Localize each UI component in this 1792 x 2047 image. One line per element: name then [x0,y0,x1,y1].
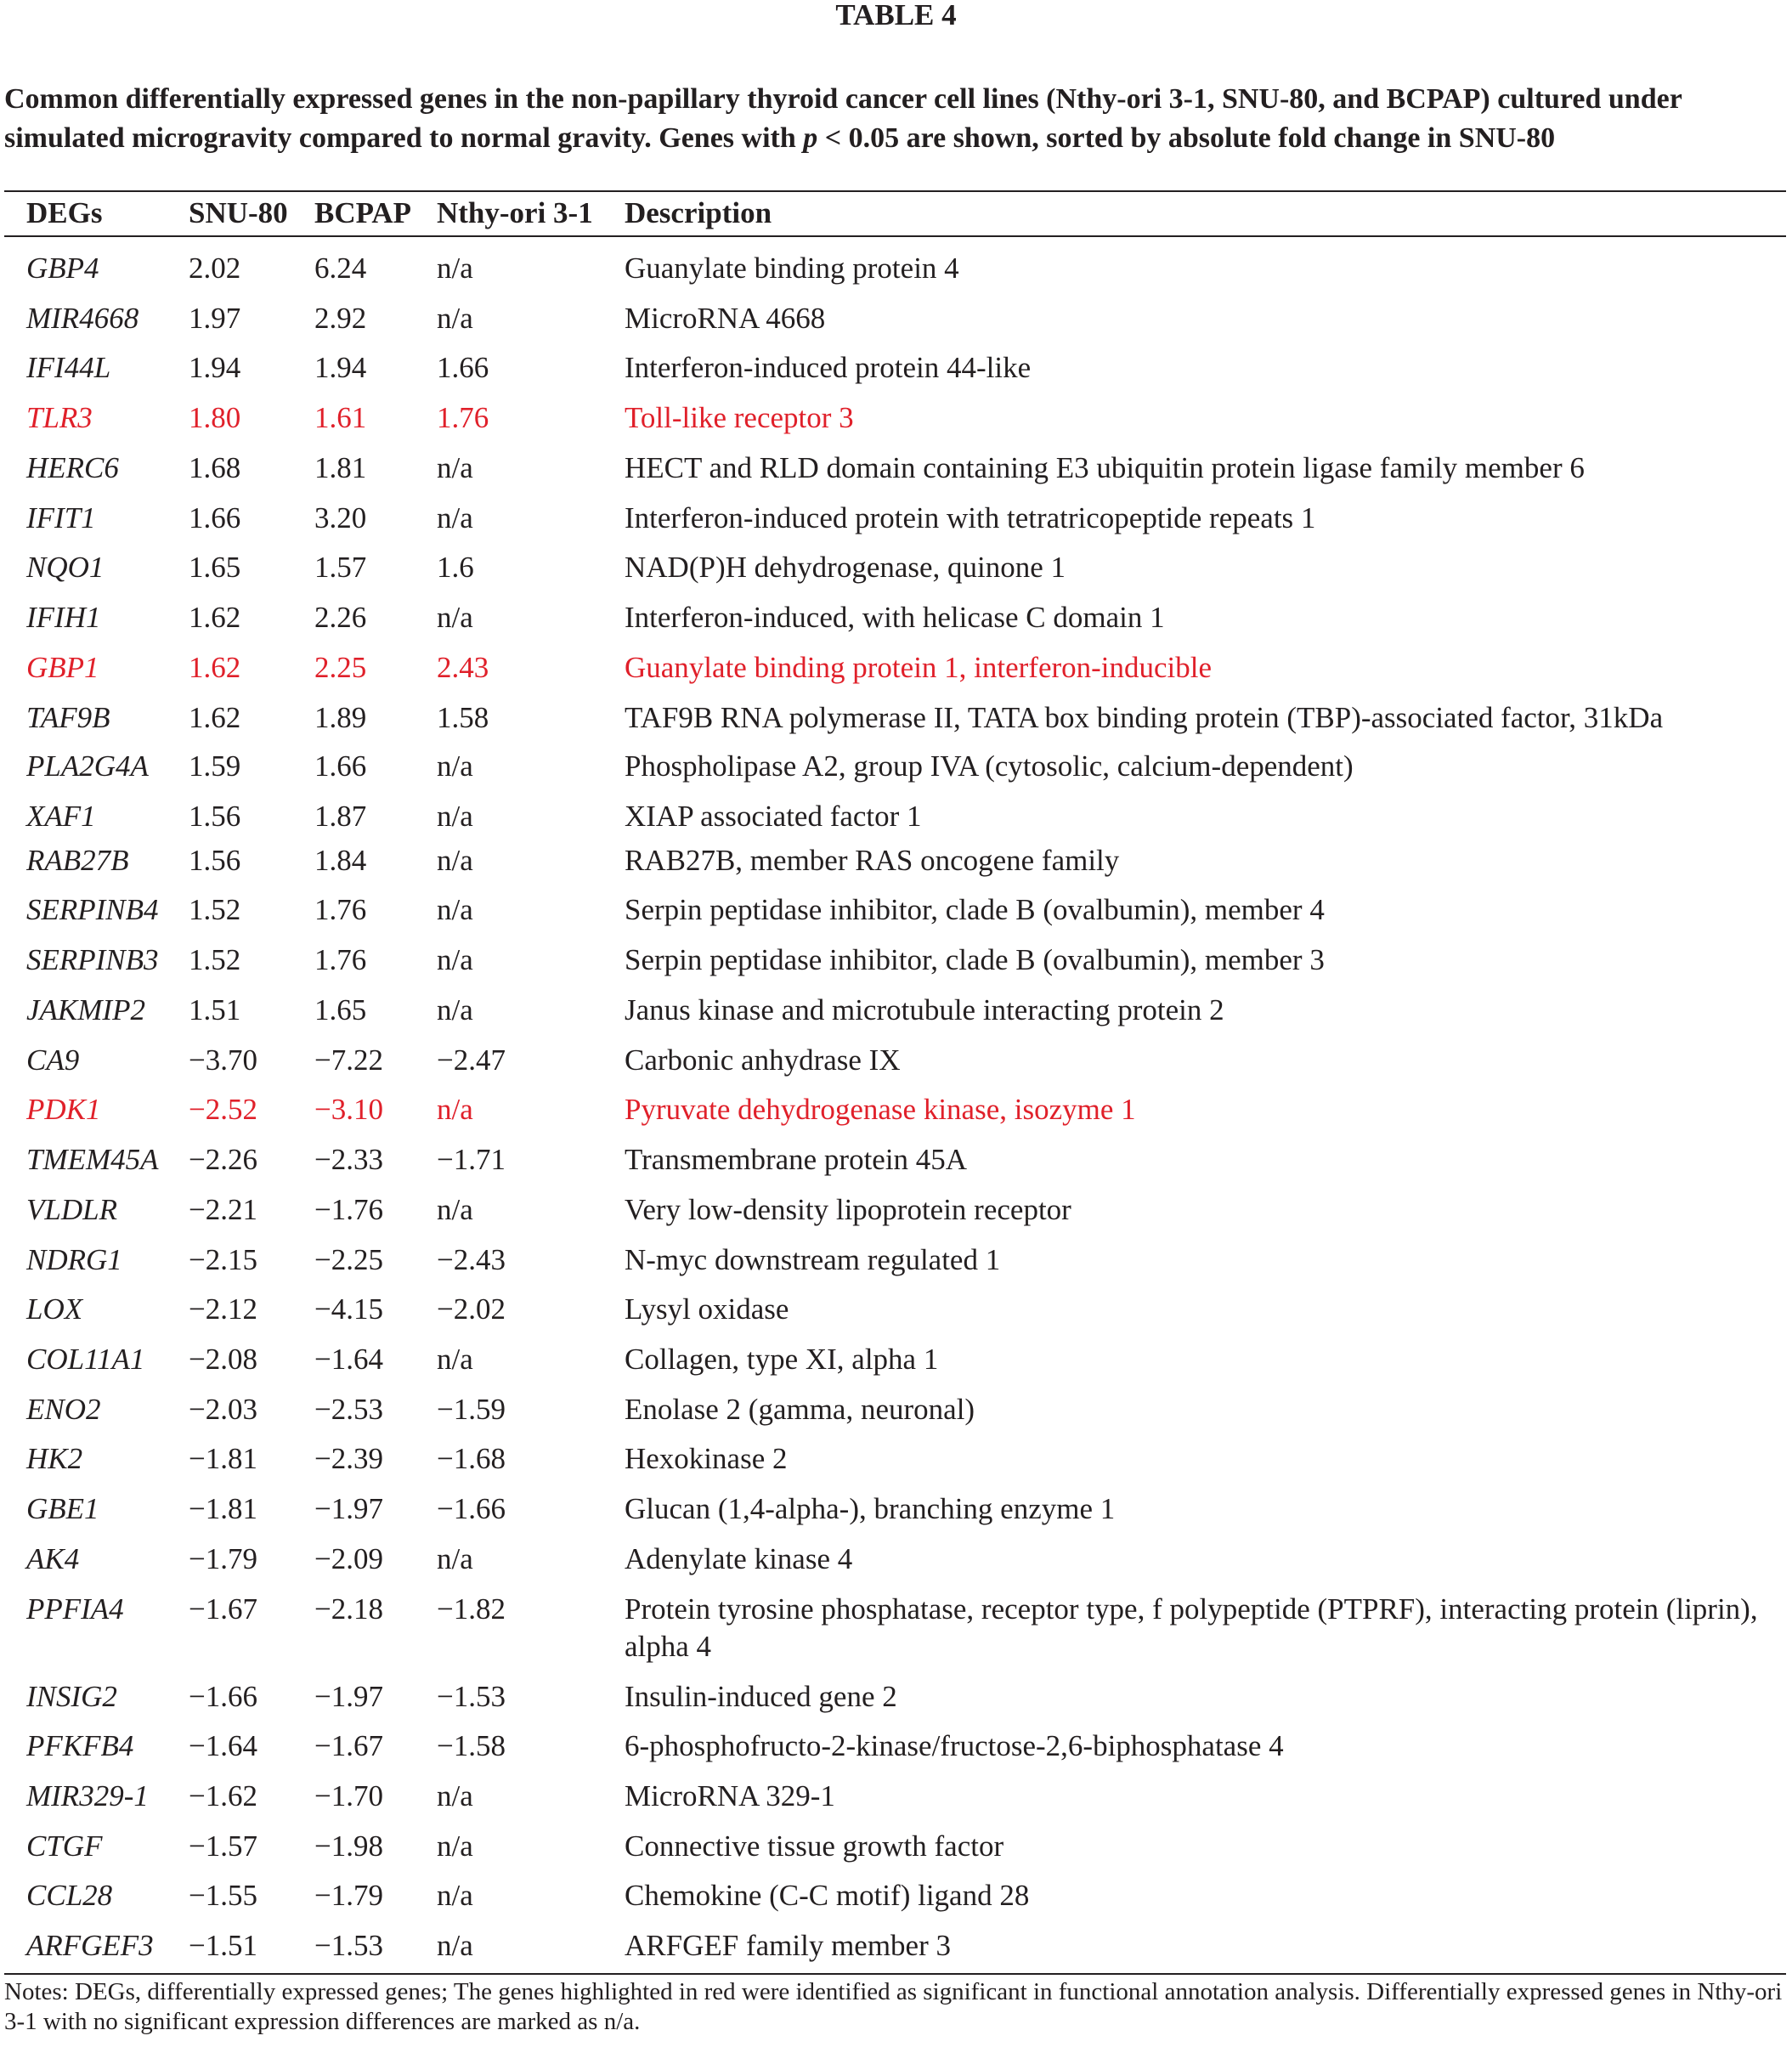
snu80-cell: 2.02 [189,252,241,285]
description-cell: MicroRNA 329-1 [625,1779,835,1812]
snu80-cell: −3.70 [189,1043,257,1077]
gene-cell: XAF1 [26,800,96,833]
header-snu80: SNU-80 [189,196,288,229]
snu80-cell: −2.03 [189,1393,257,1426]
description-cell: Collagen, type XI, alpha 1 [625,1343,939,1376]
nthy-cell: n/a [437,451,473,484]
snu80-cell: −1.81 [189,1492,257,1525]
bcpap-cell: −4.15 [314,1292,383,1326]
snu80-cell: −2.21 [189,1193,257,1226]
header-rule [4,235,1786,237]
snu80-cell: −1.81 [189,1442,257,1475]
description-cell: Chemokine (C-C motif) ligand 28 [625,1879,1030,1912]
bcpap-cell: 1.76 [314,893,367,926]
bcpap-cell: 2.92 [314,302,367,335]
description-cell: Insulin-induced gene 2 [625,1680,897,1713]
description-cell: Pyruvate dehydrogenase kinase, isozyme 1 [625,1093,1136,1126]
gene-cell: HERC6 [26,451,119,484]
nthy-cell: n/a [437,893,473,926]
bcpap-cell: −2.25 [314,1243,383,1276]
nthy-cell: 1.66 [437,351,489,384]
bcpap-cell: 1.84 [314,844,367,877]
nthy-cell: −1.66 [437,1492,506,1525]
snu80-cell: −2.08 [189,1343,257,1376]
description-cell: NAD(P)H dehydrogenase, quinone 1 [625,551,1066,584]
nthy-cell: n/a [437,844,473,877]
description-cell: Interferon-induced protein 44-like [625,351,1032,384]
bcpap-cell: −1.76 [314,1193,383,1226]
description-cell: Serpin peptidase inhibitor, clade B (ovalbumin), member 4 [625,893,1325,926]
gene-cell: SERPINB3 [26,943,159,976]
description-cell: Transmembrane protein 45A [625,1143,968,1176]
nthy-cell: n/a [437,302,473,335]
snu80-cell: −1.57 [189,1829,257,1863]
gene-cell: RAB27B [26,844,129,877]
nthy-cell: −2.43 [437,1243,506,1276]
snu80-cell: −1.67 [189,1592,257,1626]
nthy-cell: n/a [437,1343,473,1376]
bcpap-cell: 1.81 [314,451,367,484]
description-cell: Protein tyrosine phosphatase, receptor type, f polypeptide (PTPRF), interacting protein (liprin), alpha 4 [625,1592,1758,1663]
nthy-cell: n/a [437,943,473,976]
gene-cell: AK4 [26,1542,80,1575]
snu80-cell: −2.26 [189,1143,257,1176]
gene-cell: INSIG2 [26,1680,117,1713]
description-cell: Hexokinase 2 [625,1442,788,1475]
bcpap-cell: −1.70 [314,1779,383,1812]
bcpap-cell: 1.65 [314,993,367,1026]
description-cell: Toll-like receptor 3 [625,401,854,434]
snu80-cell: −1.64 [189,1729,257,1762]
description-cell: Serpin peptidase inhibitor, clade B (ovalbumin), member 3 [625,943,1325,976]
gene-cell: IFIH1 [26,601,101,634]
nthy-cell: −1.71 [437,1143,506,1176]
table-label: TABLE 4 [835,0,957,31]
bcpap-cell: −1.53 [314,1929,383,1962]
description-cell: Interferon-induced, with helicase C domain 1 [625,601,1165,634]
nthy-cell: n/a [437,993,473,1026]
bcpap-cell: 1.94 [314,351,367,384]
snu80-cell: −1.79 [189,1542,257,1575]
gene-cell: PDK1 [26,1093,101,1126]
gene-cell: VLDLR [26,1193,117,1226]
description-cell: Interferon-induced protein with tetratricopeptide repeats 1 [625,501,1316,534]
gene-cell: IFIT1 [26,501,96,534]
bcpap-cell: 2.25 [314,651,367,684]
gene-cell: CCL28 [26,1879,113,1912]
bcpap-cell: 6.24 [314,252,367,285]
nthy-cell: n/a [437,800,473,833]
bcpap-cell: 1.87 [314,800,367,833]
description-cell: Guanylate binding protein 4 [625,252,959,285]
description-cell: 6-phosphofructo-2-kinase/fructose-2,6-biphosphatase 4 [625,1729,1284,1762]
gene-cell: PFKFB4 [26,1729,134,1762]
gene-cell: GBE1 [26,1492,99,1525]
description-cell: Adenylate kinase 4 [625,1542,853,1575]
snu80-cell: 1.62 [189,701,241,734]
nthy-cell: −1.82 [437,1592,506,1626]
description-cell: XIAP associated factor 1 [625,800,922,833]
gene-cell: TMEM45A [26,1143,159,1176]
gene-cell: COL11A1 [26,1343,145,1376]
bcpap-cell: −1.67 [314,1729,383,1762]
nthy-cell: n/a [437,749,473,783]
nthy-cell: n/a [437,252,473,285]
nthy-cell: n/a [437,1193,473,1226]
nthy-cell: n/a [437,501,473,534]
description-cell: Phospholipase A2, group IVA (cytosolic, calcium-dependent) [625,749,1354,783]
gene-cell: PPFIA4 [26,1592,124,1626]
bcpap-cell: −1.98 [314,1829,383,1863]
snu80-cell: −1.55 [189,1879,257,1912]
snu80-cell: −1.51 [189,1929,257,1962]
bcpap-cell: −2.53 [314,1393,383,1426]
description-cell: Glucan (1,4-alpha-), branching enzyme 1 [625,1492,1116,1525]
gene-cell: NQO1 [26,551,105,584]
nthy-cell: −2.47 [437,1043,506,1077]
bcpap-cell: −1.97 [314,1680,383,1713]
bcpap-cell: −3.10 [314,1093,383,1126]
bcpap-cell: 1.66 [314,749,367,783]
nthy-cell: −1.68 [437,1442,506,1475]
bcpap-cell: 2.26 [314,601,367,634]
bcpap-cell: 1.61 [314,401,367,434]
header-bcpap: BCPAP [314,196,412,229]
description-cell: Janus kinase and microtubule interacting protein 2 [625,993,1224,1026]
nthy-cell: n/a [437,1093,473,1126]
header-nthy: Nthy-ori 3-1 [437,196,593,229]
snu80-cell: −2.15 [189,1243,257,1276]
snu80-cell: 1.68 [189,451,241,484]
gene-cell: CTGF [26,1829,103,1863]
bcpap-cell: −1.64 [314,1343,383,1376]
description-cell: TAF9B RNA polymerase II, TATA box binding protein (TBP)-associated factor, 31kDa [625,701,1664,734]
gene-cell: GBP4 [26,252,99,285]
caption-text-b: < 0.05 are shown, sorted by absolute fold change in SNU-80 [817,122,1556,154]
nthy-cell: n/a [437,1929,473,1962]
gene-cell: MIR4668 [26,302,139,335]
description-cell: Lysyl oxidase [625,1292,789,1326]
bcpap-cell: 3.20 [314,501,367,534]
snu80-cell: 1.66 [189,501,241,534]
gene-cell: JAKMIP2 [26,993,145,1026]
bcpap-cell: 1.57 [314,551,367,584]
bcpap-cell: −2.18 [314,1592,383,1626]
description-cell: Connective tissue growth factor [625,1829,1004,1863]
nthy-cell: n/a [437,1779,473,1812]
snu80-cell: 1.56 [189,844,241,877]
description-cell: HECT and RLD domain containing E3 ubiquitin protein ligase family member 6 [625,451,1585,484]
description-cell: Carbonic anhydrase IX [625,1043,901,1077]
gene-cell: ARFGEF3 [26,1929,154,1962]
gene-cell: GBP1 [26,651,99,684]
snu80-cell: 1.80 [189,401,241,434]
gene-cell: LOX [26,1292,83,1326]
gene-cell: ENO2 [26,1393,101,1426]
bcpap-cell: −1.97 [314,1492,383,1525]
snu80-cell: 1.52 [189,893,241,926]
bcpap-cell: −1.79 [314,1879,383,1912]
gene-cell: HK2 [26,1442,83,1475]
bcpap-cell: 1.89 [314,701,367,734]
description-cell: RAB27B, member RAS oncogene family [625,844,1120,877]
snu80-cell: 1.62 [189,651,241,684]
gene-cell: SERPINB4 [26,893,159,926]
nthy-cell: −1.58 [437,1729,506,1762]
header-description: Description [625,196,772,229]
nthy-cell: 1.58 [437,701,489,734]
gene-cell: MIR329-1 [26,1779,149,1812]
caption-text-a: simulated microgravity compared to normal gravity. Genes with [4,122,804,154]
bcpap-cell: −2.39 [314,1442,383,1475]
description-cell: N-myc downstream regulated 1 [625,1243,1001,1276]
gene-cell: IFI44L [26,351,111,384]
gene-cell: CA9 [26,1043,80,1077]
bcpap-cell: −7.22 [314,1043,383,1077]
snu80-cell: 1.97 [189,302,241,335]
nthy-cell: 2.43 [437,651,489,684]
nthy-cell: 1.6 [437,551,474,584]
table-caption [4,80,1789,158]
gene-cell: TLR3 [26,401,93,434]
snu80-cell: 1.51 [189,993,241,1026]
nthy-cell: −2.02 [437,1292,506,1326]
table-notes: Notes: DEGs, differentially expressed genes; The genes highlighted in red were identified as significant in functional annotation analysis. Differentially expressed genes in Nthy-ori 3-1 with no significant expression differences are marked as n/a. [4,1978,1783,2035]
bcpap-cell: −2.09 [314,1542,383,1575]
nthy-cell: −1.53 [437,1680,506,1713]
snu80-cell: 1.62 [189,601,241,634]
snu80-cell: −2.52 [189,1093,257,1126]
description-cell: MicroRNA 4668 [625,302,826,335]
header-degs: DEGs [26,196,103,229]
snu80-cell: 1.56 [189,800,241,833]
snu80-cell: −1.66 [189,1680,257,1713]
bcpap-cell: −2.33 [314,1143,383,1176]
bottom-rule [4,1973,1786,1975]
gene-cell: PLA2G4A [26,749,149,783]
nthy-cell: n/a [437,1542,473,1575]
caption-p-symbol: p [803,122,818,154]
snu80-cell: −2.12 [189,1292,257,1326]
bcpap-cell: 1.76 [314,943,367,976]
snu80-cell: 1.94 [189,351,241,384]
description-cell: Very low-density lipoprotein receptor [625,1193,1071,1226]
nthy-cell: 1.76 [437,401,489,434]
caption-line-2 [4,119,1789,158]
snu80-cell: −1.62 [189,1779,257,1812]
nthy-cell: n/a [437,1879,473,1912]
description-cell: ARFGEF family member 3 [625,1929,951,1962]
description-cell: Enolase 2 (gamma, neuronal) [625,1393,975,1426]
nthy-cell: n/a [437,601,473,634]
gene-cell: NDRG1 [26,1243,122,1276]
nthy-cell: n/a [437,1829,473,1863]
description-cell: Guanylate binding protein 1, interferon-inducible [625,651,1213,684]
snu80-cell: 1.59 [189,749,241,783]
snu80-cell: 1.65 [189,551,241,584]
caption-line-1: Common differentially expressed genes in the non-papillary thyroid cancer cell lines (Nthy-ori 3-1, SNU-80, and BCPAP) cultured under [4,83,1682,115]
top-rule [4,190,1786,192]
snu80-cell: 1.52 [189,943,241,976]
nthy-cell: −1.59 [437,1393,506,1426]
gene-cell: TAF9B [26,701,110,734]
